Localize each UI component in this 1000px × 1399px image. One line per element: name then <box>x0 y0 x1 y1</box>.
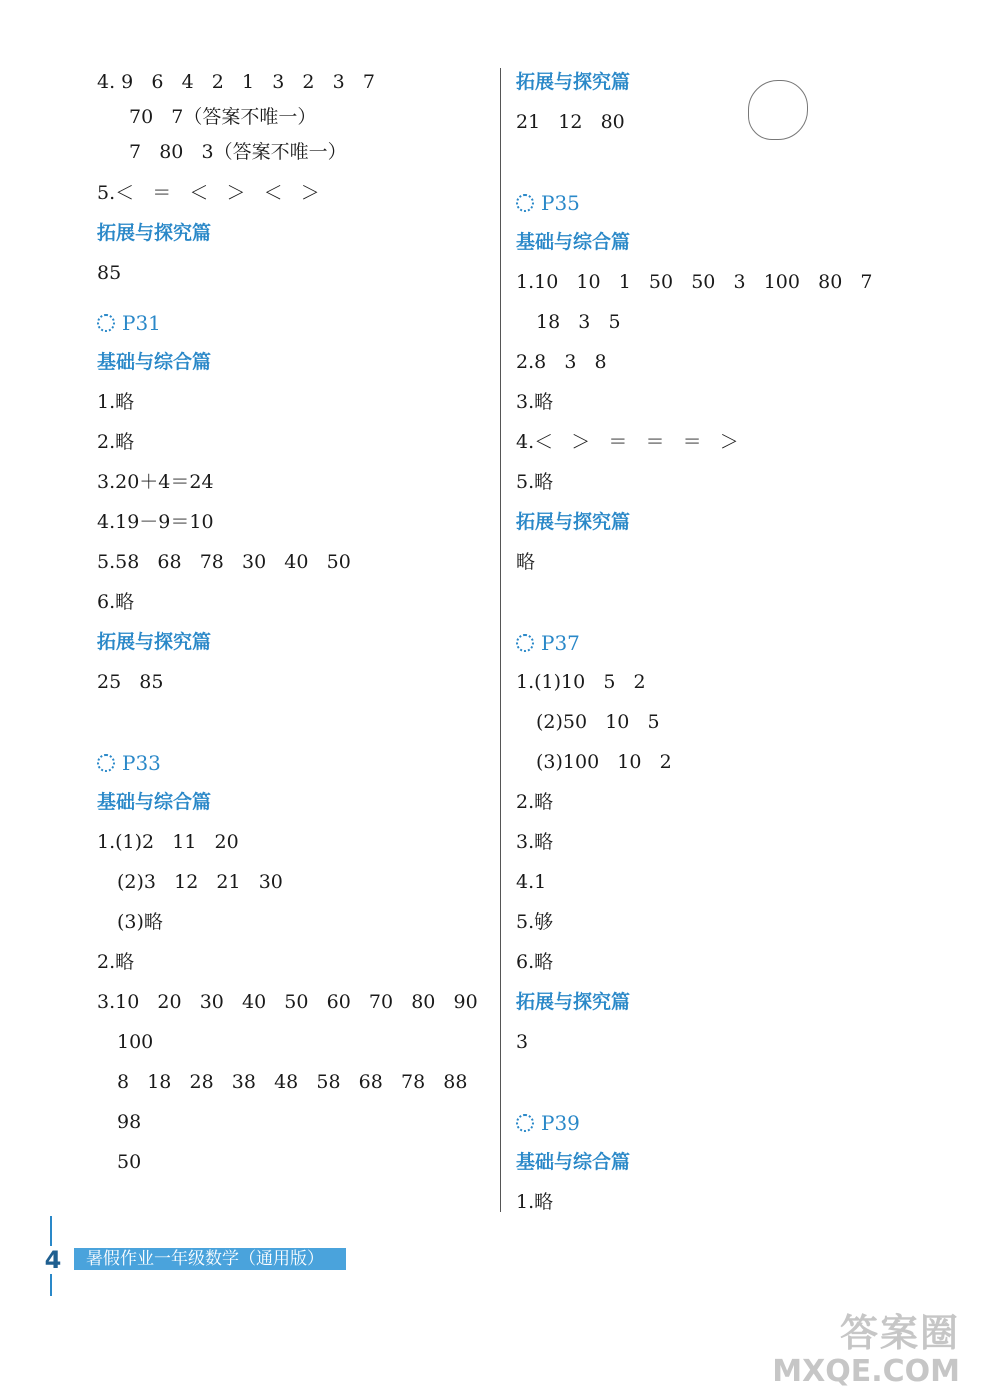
circle-dotted-icon <box>97 754 115 772</box>
section-heading: 拓展与探究篇 <box>516 991 631 1013</box>
answer-line: 5.＜ ＝ ＜ ＞ ＜ ＞ <box>97 182 320 204</box>
page-heading-p31 <box>97 310 161 336</box>
answer-line: 1.略 <box>516 1191 554 1213</box>
answer-line: 6.略 <box>97 591 135 613</box>
section-heading: 基础与综合篇 <box>97 791 212 813</box>
section-heading: 拓展与探究篇 <box>516 71 631 93</box>
page-label: P31 <box>122 311 161 335</box>
answer-line: 1.略 <box>97 391 135 413</box>
answer-line: 3.略 <box>516 391 554 413</box>
page-heading-p39 <box>516 1110 580 1136</box>
answer-line: 25 85 <box>97 671 164 693</box>
answer-line: 1.(1)10 5 2 <box>516 671 646 693</box>
answer-line: 1.10 10 1 50 50 3 100 80 7 <box>516 271 873 293</box>
answer-line: 2.8 3 8 <box>516 351 607 373</box>
section-heading: 基础与综合篇 <box>516 1151 631 1173</box>
page-label: P33 <box>122 751 161 775</box>
answer-line: 70 7（答案不唯一） <box>129 106 317 128</box>
answer-line: (3)略 <box>117 911 163 933</box>
answer-line: 3.20＋4＝24 <box>97 471 214 493</box>
watermark-cn: 答案圈 <box>839 1311 960 1355</box>
column-divider <box>500 68 501 1212</box>
book-title: 暑假作业一年级数学（通用版） <box>74 1248 346 1270</box>
answer-line: 100 <box>117 1031 154 1053</box>
answer-line: 2.略 <box>516 791 554 813</box>
answer-line: 50 <box>117 1151 142 1173</box>
answer-line: 5.略 <box>516 471 554 493</box>
circle-dotted-icon <box>516 194 534 212</box>
answer-line: 98 <box>117 1111 142 1133</box>
page-label: P37 <box>541 631 580 655</box>
answer-line: (3)100 10 2 <box>536 751 672 773</box>
answer-line: 5.58 68 78 30 40 50 <box>97 551 351 573</box>
answer-line: 2.略 <box>97 431 135 453</box>
section-heading: 基础与综合篇 <box>516 231 631 253</box>
page-heading-p37 <box>516 630 580 656</box>
section-heading: 拓展与探究篇 <box>97 222 212 244</box>
answer-line: 3 <box>516 1031 529 1053</box>
watermark-en: MXQE.COM <box>772 1354 960 1389</box>
answer-line: 4.＜ ＞ ＝ ＝ ＝ ＞ <box>516 431 739 453</box>
answer-line: (2)3 12 21 30 <box>117 871 283 893</box>
answer-line: 8 18 28 38 48 58 68 78 88 <box>117 1071 468 1093</box>
watermark <box>772 1311 960 1389</box>
circle-dotted-icon <box>516 1114 534 1132</box>
answer-line: 略 <box>516 551 536 573</box>
page-label: P35 <box>541 191 580 215</box>
stamp-icon <box>748 80 808 140</box>
answer-line: 5.够 <box>516 911 554 933</box>
answer-line: 2.略 <box>97 951 135 973</box>
answer-line: 4.19－9＝10 <box>97 511 214 533</box>
page-footer <box>40 1216 360 1296</box>
answer-line: 4.1 <box>516 871 547 893</box>
circle-dotted-icon <box>516 634 534 652</box>
answer-line: 1.(1)2 11 20 <box>97 831 239 853</box>
answer-line: 3.10 20 30 40 50 60 70 80 90 <box>97 991 478 1013</box>
page-label: P39 <box>541 1111 580 1135</box>
answer-line: 6.略 <box>516 951 554 973</box>
answer-line: 21 12 80 <box>516 111 625 133</box>
page-number: 4 <box>40 1246 66 1274</box>
answer-line: 85 <box>97 262 122 284</box>
answer-line: 4. 9 6 4 2 1 3 2 3 7 <box>97 71 375 93</box>
answer-line: 3.略 <box>516 831 554 853</box>
section-heading: 基础与综合篇 <box>97 351 212 373</box>
page-heading-p35 <box>516 190 580 216</box>
page-heading-p33 <box>97 750 161 776</box>
section-heading: 拓展与探究篇 <box>97 631 212 653</box>
answer-line: 18 3 5 <box>536 311 621 333</box>
circle-dotted-icon <box>97 314 115 332</box>
answer-line: (2)50 10 5 <box>536 711 660 733</box>
section-heading: 拓展与探究篇 <box>516 511 631 533</box>
answer-line: 7 80 3（答案不唯一） <box>129 141 347 163</box>
